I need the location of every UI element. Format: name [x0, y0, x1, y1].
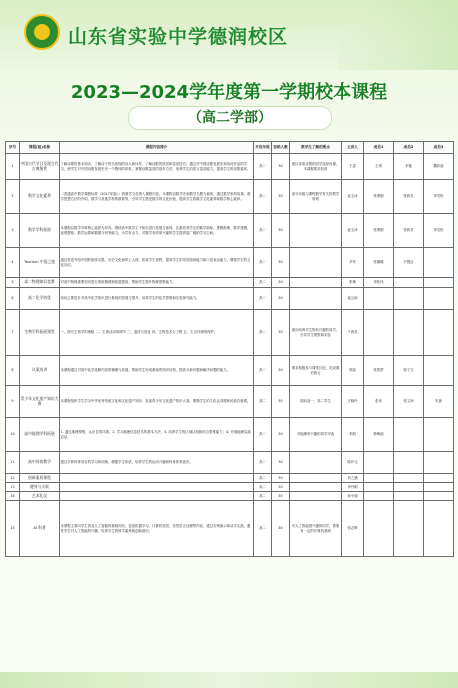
member-3 — [424, 288, 454, 310]
member-2: 张文润 — [394, 386, 424, 418]
member-3 — [424, 356, 454, 386]
course-name: 生物学科拓展课堂 — [20, 310, 60, 356]
member-2 — [394, 452, 424, 474]
member-3 — [424, 278, 454, 288]
member-1: 张贵 — [364, 386, 394, 418]
column-header: 教学生了解的要点 — [290, 142, 342, 154]
member-3: 朱琼 — [424, 386, 454, 418]
course-intro: 本课程以数学学科核心素养为导向，围绕高中数学主干知识进行拓展与延伸，注重培养学生的数学抽象、逻辑推理、数学建模、直观想象、数学运算和数据分析等能力，为学有余力、对数学有浓厚兴趣的学生提供更广阔的学习空间。 — [60, 214, 254, 248]
capacity: 50 — [272, 288, 290, 310]
row-number: 5 — [6, 278, 20, 288]
member-1: 张蒙蒙 — [364, 356, 394, 386]
table-row — [6, 356, 454, 386]
key-points: 要求积极参与课堂讨论，完成课后练习 — [290, 356, 342, 386]
member-3 — [424, 474, 454, 483]
table-row — [6, 452, 454, 474]
table-row — [6, 474, 454, 483]
column-header: 课程内容简介 — [60, 142, 254, 154]
course-intro: 本课程主要向学生普及人工智能的基础知识，包括机器学习、计算机视觉、自然语言处理等内容，通过实例演示和动手实践，激发学生对人工智能的兴趣，培养学生的科学素养和创新意识。 — [60, 501, 254, 557]
member-2: 郭子文 — [394, 356, 424, 386]
table-row — [6, 154, 454, 180]
row-number: 13 — [6, 483, 20, 492]
key-points — [290, 288, 342, 310]
course-intro: 《普通高中数学课程标准（2017年版）》将数学文化纳入课程内容，本课程以数学史和数学名题为载体，通过数学家的故事、数学思想方法的介绍、数学与其他学科的联系等，引导学生感受数学的文化价值，提高学生的数学文化素养和数学核心素养。 — [60, 180, 254, 214]
column-header: 课程(组)名称 — [20, 142, 60, 154]
member-1 — [364, 501, 394, 557]
column-header: 成员3 — [424, 142, 454, 154]
member-2 — [394, 310, 424, 356]
member-2 — [394, 501, 424, 557]
member-3 — [424, 418, 454, 452]
grade: 高二 — [254, 154, 272, 180]
table-row — [6, 386, 454, 418]
course-name: 高中地理学科拓展 — [20, 418, 60, 452]
member-3 — [424, 248, 454, 278]
course-intro: 培优主要是针对高中化学知识进行系统的拓展与提升，培养学生的化学思维和实验探究能力。 — [60, 288, 254, 310]
grade: 高二 — [254, 386, 272, 418]
decorative-pattern — [338, 0, 458, 70]
grade: 高二 — [254, 452, 272, 474]
course-name: 青少年文化遗产知识大赛 — [20, 386, 60, 418]
capacity: 50 — [272, 418, 290, 452]
grade: 高二 — [254, 310, 272, 356]
table-row — [6, 501, 454, 557]
row-number: 3 — [6, 214, 20, 248]
teacher: 王晓玲 — [342, 386, 364, 418]
grade: 高二 — [254, 288, 272, 310]
course-intro: 对高中物理重要知识进行系统梳理和拓展提高，帮助学生提升物理思维能力。 — [60, 278, 254, 288]
key-points: 对地理有兴趣的同学可选 — [290, 418, 342, 452]
course-intro: 通过多种体育项目的学习和训练，增强学生体质，培养学生的运动兴趣和终身体育意识。 — [60, 452, 254, 474]
row-number: 1 — [6, 154, 20, 180]
teacher: 尹军 — [342, 248, 364, 278]
row-number: 9 — [6, 386, 20, 418]
course-name: 艺术礼仪 — [20, 492, 60, 501]
member-3 — [424, 501, 454, 557]
key-points — [290, 474, 342, 483]
key-points — [290, 278, 342, 288]
member-1 — [364, 474, 394, 483]
course-name: 高二化学培优 — [20, 288, 60, 310]
teacher: 陈开元 — [342, 452, 364, 474]
grade: 高二 — [254, 501, 272, 557]
grade: 高二 — [254, 214, 272, 248]
course-table — [5, 141, 454, 557]
header-banner — [0, 0, 458, 70]
table-row — [6, 214, 454, 248]
member-2: 张莉芳 — [394, 180, 424, 214]
teacher: 张梅 — [342, 278, 364, 288]
course-name: 数学学科拓展 — [20, 214, 60, 248]
member-2 — [394, 492, 424, 501]
course-intro — [60, 474, 254, 483]
school-name: 山东省实验中学德润校区 — [68, 26, 289, 48]
course-intro: 一、探究生物学的奥秘 二、生命活动的调节 三、遗传与进化 四、生物技术与工程 五、生态环境的保护。 — [60, 310, 254, 356]
member-3 — [424, 452, 454, 474]
member-1 — [364, 288, 394, 310]
capacity: 50 — [272, 474, 290, 483]
column-header: 主讲人 — [342, 142, 364, 154]
course-intro: 了解诗歌的基本知识，了解诗于时代表现的诗人和诗作，了解诗歌的欣赏和鉴赏技巧；通过对中国诗歌发展史和诗词作品的学习，使学生对中国诗歌发展史有一个整体的印象，掌握诗歌鉴赏的基本方法，培养学生的语言鉴赏能力，提高学生的诗歌素养。 — [60, 154, 254, 180]
teacher: 郭蓓 — [342, 356, 364, 386]
teacher: 于西宾 — [342, 310, 364, 356]
row-number: 14 — [6, 492, 20, 501]
member-1: 韩梅丽 — [364, 418, 394, 452]
capacity: 30 — [272, 452, 290, 474]
row-number: 12 — [6, 474, 20, 483]
key-points: 面向培养对生物有兴趣的同学，引导学生观察和实验 — [290, 310, 342, 356]
teacher: 崔云雨 — [342, 288, 364, 310]
member-3 — [424, 483, 454, 492]
member-1: 张娜娜 — [364, 248, 394, 278]
key-points — [290, 452, 342, 474]
page-subtitle: （高二学部） — [128, 106, 332, 130]
member-1 — [364, 310, 394, 356]
key-points: 部分年级与课程数学有关的教学规划 — [290, 180, 342, 214]
grade: 高二 — [254, 474, 272, 483]
grade: 高二 — [254, 278, 272, 288]
member-1: 李松伟 — [364, 278, 394, 288]
page-title: 2023—2024学年度第一学期校本课程 — [70, 82, 388, 103]
row-number: 2 — [6, 180, 20, 214]
capacity: 50 — [272, 278, 290, 288]
teacher: 崔玉冰 — [342, 180, 364, 214]
teacher: 王春 — [342, 154, 364, 180]
table-body — [6, 154, 454, 557]
table-row — [6, 418, 454, 452]
member-1 — [364, 483, 394, 492]
row-number: 7 — [6, 310, 20, 356]
grade: 高二 — [254, 492, 272, 501]
course-intro — [60, 483, 254, 492]
table-header-row — [6, 142, 454, 154]
member-2: 李艳 — [394, 154, 424, 180]
school-logo-icon — [24, 14, 60, 50]
key-points: 面向高一、高二学生 — [290, 386, 342, 418]
grade: 高二 — [254, 356, 272, 386]
table-row — [6, 180, 454, 214]
key-points — [290, 492, 342, 501]
member-3: 魏彩蓓 — [424, 154, 454, 180]
key-points — [290, 214, 342, 248]
key-points: 建议喜欢诗歌的同学选择此课，本课程要求较高 — [290, 154, 342, 180]
course-name: AI 科普 — [20, 501, 60, 557]
course-name: 高二物理知识竞赛 — [20, 278, 60, 288]
teacher: 崔玉冰 — [342, 214, 364, 248]
member-3: 李雪松 — [424, 214, 454, 248]
column-header: 容纳人数 — [272, 142, 290, 154]
course-name: 中国古代节日及现当代古典鉴赏 — [20, 154, 60, 180]
member-2 — [394, 418, 424, 452]
capacity: 50 — [272, 386, 290, 418]
course-intro: 1. 通过地理观察，认识自然环境；2. 学习地理信息技术的基本方法；3. 培养学生的区域认知和综合思维能力；4. 开展地理实践活动。 — [60, 418, 254, 452]
member-1: 张勇刚 — [364, 214, 394, 248]
member-2 — [394, 483, 424, 492]
capacity: 50 — [272, 501, 290, 557]
column-header: 成员1 — [364, 142, 394, 154]
member-2 — [394, 278, 424, 288]
column-header: 成员2 — [394, 142, 424, 154]
teacher: 李丹明 — [342, 483, 364, 492]
member-2: 尹慧洁 — [394, 248, 424, 278]
key-points: 对人工智能感兴趣的同学，需要有一定的计算机基础 — [290, 501, 342, 557]
key-points — [290, 483, 342, 492]
member-2 — [394, 474, 424, 483]
capacity: 50 — [272, 310, 290, 356]
table-row — [6, 310, 454, 356]
grade: 高二 — [254, 418, 272, 452]
row-number: 8 — [6, 356, 20, 386]
row-number: 4 — [6, 248, 20, 278]
member-1 — [364, 452, 394, 474]
course-intro — [60, 492, 254, 501]
teacher: 孙小丽 — [342, 492, 364, 501]
capacity: 50 — [272, 492, 290, 501]
column-header: 序号 — [6, 142, 20, 154]
row-number: 11 — [6, 452, 20, 474]
member-1 — [364, 492, 394, 501]
capacity: 50 — [272, 483, 290, 492]
capacity: 50 — [272, 248, 290, 278]
member-1: 王玥 — [364, 154, 394, 180]
capacity: 30 — [272, 154, 290, 180]
member-2 — [394, 288, 424, 310]
course-intro: 通过英语介绍中国的旅游名胜、历史文化和风土人情，拓宽学生视野，提高学生的英语阅读能力和口语表达能力，增强学生的文化自信。 — [60, 248, 254, 278]
capacity: 50 — [272, 356, 290, 386]
teacher: 刘之涵 — [342, 474, 364, 483]
grade: 高二 — [254, 483, 272, 492]
course-name: 高中体育教学 — [20, 452, 60, 474]
course-name: 议案选讲 — [20, 356, 60, 386]
course-name: 创新素质课程 — [20, 474, 60, 483]
table-row — [6, 248, 454, 278]
member-3 — [424, 492, 454, 501]
grade: 高二 — [254, 248, 272, 278]
table-row — [6, 278, 454, 288]
course-name: 健身与太极 — [20, 483, 60, 492]
row-number: 6 — [6, 288, 20, 310]
member-1: 张勇刚 — [364, 180, 394, 214]
teacher: 李航 — [342, 418, 364, 452]
table-row — [6, 288, 454, 310]
course-name: 数学文化素养 — [20, 180, 60, 214]
capacity: 50 — [272, 180, 290, 214]
table-row — [6, 492, 454, 501]
footer-decoration — [0, 672, 458, 688]
key-points — [290, 248, 342, 278]
course-intro: 本课程组织学生学习中华优秀传统文化和文化遗产知识，参加青少年文化遗产知识大赛，增强学生的文化认同感和民族自豪感。 — [60, 386, 254, 418]
row-number: 15 — [6, 501, 20, 557]
column-header: 开设年级 — [254, 142, 272, 154]
table-row — [6, 483, 454, 492]
grade: 高二 — [254, 180, 272, 214]
course-intro: 本课程通过对高中化学选修内容的梳理与拓展，帮助学生形成系统的知识结构，提高分析问题和解决问题的能力。 — [60, 356, 254, 386]
row-number: 10 — [6, 418, 20, 452]
teacher: 张志辉 — [342, 501, 364, 557]
course-name: Tourism 中国之旅 — [20, 248, 60, 278]
member-2: 张莉芳 — [394, 214, 424, 248]
member-3: 李雪松 — [424, 180, 454, 214]
member-3 — [424, 310, 454, 356]
capacity: 50 — [272, 214, 290, 248]
